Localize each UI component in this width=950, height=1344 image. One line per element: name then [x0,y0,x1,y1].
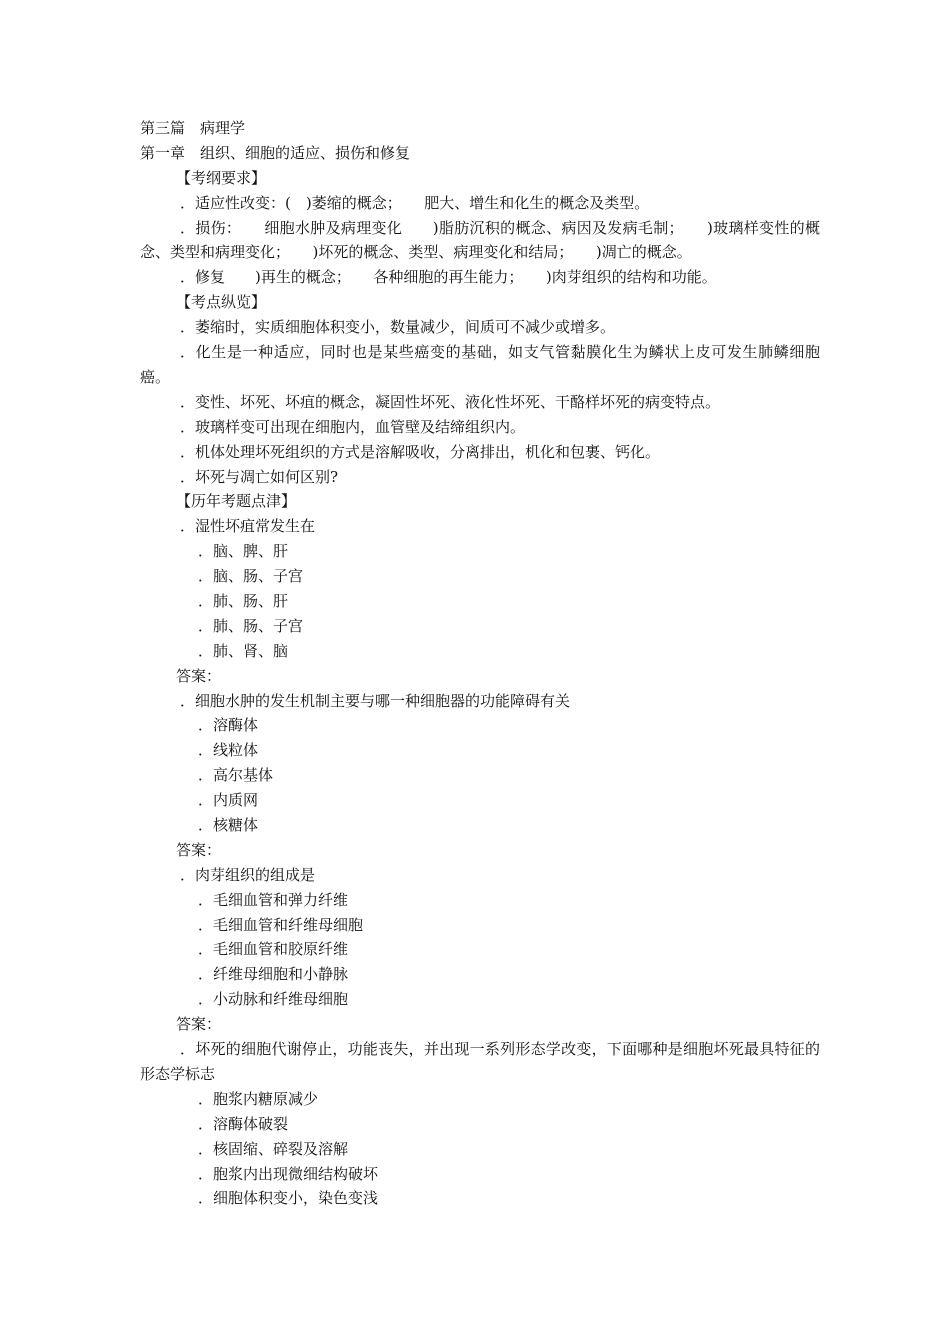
overview-item: ．变性、坏死、坏疽的概念，凝固性坏死、液化性坏死、干酪样坏死的病变特点。 [180,392,721,411]
question-option: ．纤维母细胞和小静脉 [198,965,349,984]
question-option: ．肺、肠、肝 [198,591,289,610]
syllabus-item: ．损伤： 细胞水肿及病理变化 )脂肪沉积的概念、病因及发病毛制； )玻璃样变性的概念、类型和病理变化； )坏死的概念、类型、病理变化和结局； )凋亡的概念。 [140,218,820,262]
question-option: ．细胞体积变小，染色变浅 [198,1189,379,1208]
answer-label: 答案： [176,666,222,685]
question-option: ．溶酶体破裂 [198,1114,289,1133]
question-stem: ．湿性坏疽常发生在 [180,517,316,536]
overview-item: ．玻璃样变可出现在细胞内，血管壁及结缔组织内。 [180,417,526,436]
question-option: ．胞浆内出现微细结构破坏 [198,1164,379,1183]
syllabus-item: ．适应性改变：( )萎缩的概念； 肥大、增生和化生的概念及类型。 [180,193,650,212]
document-page [140,116,820,1211]
question-option: ．内质网 [198,791,259,810]
question-option: ．脑、脾、肝 [198,542,289,561]
question-stem: ．细胞水肿的发生机制主要与哪一种细胞器的功能障碍有关 [180,691,571,710]
overview-item: ．化生是一种适应，同时也是某些癌变的基础，如支气管黏膜化生为鳞状上皮可发生肺鳞细胞癌。 [140,343,820,386]
past-exams-heading: 【历年考题点津】 [176,492,297,511]
question-stem: ．肉芽组织的组成是 [180,865,316,884]
question-stem: ．坏死的细胞代谢停止，功能丧失，并出现一系列形态学改变，下面哪种是细胞坏死最具特征的形态学标志 [140,1040,820,1083]
syllabus-item: ．修复 )再生的概念； 各种细胞的再生能力； )肉芽组织的结构和功能。 [180,268,717,287]
chapter-title: 第一章 组织、细胞的适应、损伤和修复 [140,143,411,162]
question-option: ．高尔基体 [198,766,274,785]
overview-heading: 【考点纵览】 [176,293,267,312]
question-option: ．肺、肠、子宫 [198,616,304,635]
syllabus-heading: 【考纲要求】 [176,168,267,187]
overview-item: ．萎缩时，实质细胞体积变小，数量减少，间质可不减少或增多。 [180,318,616,337]
answer-label: 答案： [176,1015,222,1034]
question-option: ．脑、肠、子宫 [198,567,304,586]
question-option: ．线粒体 [198,741,259,760]
overview-item: ．机体处理坏死组织的方式是溶解吸收，分离排出，机化和包裹、钙化。 [180,442,661,461]
question-option: ．毛细血管和纤维母细胞 [198,915,364,934]
question-option: ．毛细血管和弹力纤维 [198,890,349,909]
question-option: ．肺、肾、脑 [198,641,289,660]
question-option: ．核糖体 [198,816,259,834]
question-option: ．毛细血管和胶原纤维 [198,940,349,959]
answer-label: 答案： [176,840,222,859]
overview-item: ．坏死与凋亡如何区别? [180,467,339,486]
question-option: ．溶酶体 [198,716,259,735]
question-option: ．小动脉和纤维母细胞 [198,990,349,1009]
part-title: 第三篇 病理学 [140,119,246,137]
question-option: ．胞浆内糖原减少 [198,1089,319,1108]
question-option: ．核固缩、碎裂及溶解 [198,1139,349,1158]
